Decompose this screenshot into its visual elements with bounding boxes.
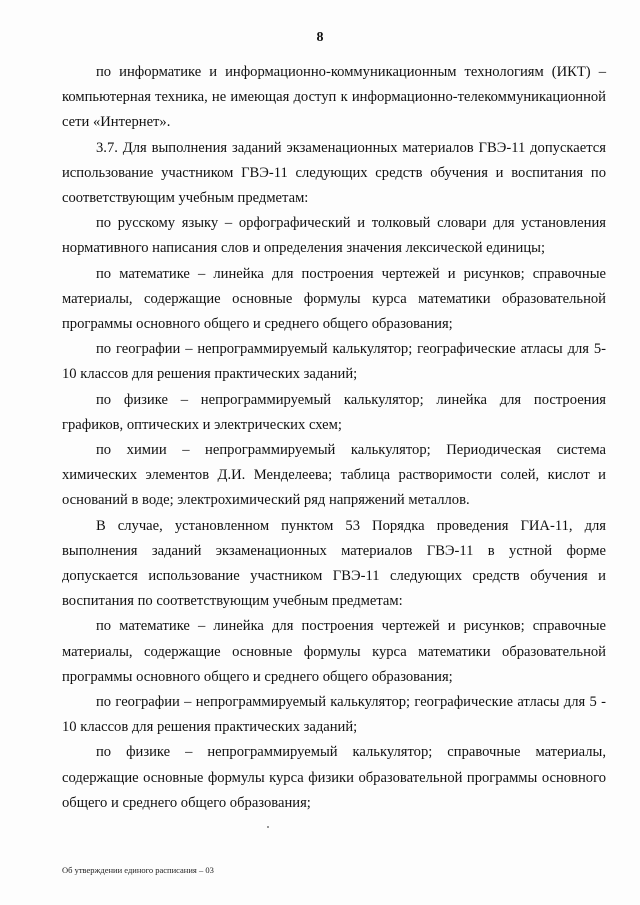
paragraph-chemistry: по химии – непрограммируемый калькулятор; Периодическая система химических элементов Д.И. Менделеева; таблица растворимости солей, кислот и оснований в воде; электрохимический ряд напряжений металлов. [62,442,606,509]
footer-note: Об утверждении единого расписания – 03 [62,865,214,875]
paragraph-informatics: по информатике и информационно-коммуникационным технологиям (ИКТ) – компьютерная техника, не имеющая доступ к информационно-телекоммуникационной сети «Интернет». [62,64,606,131]
paragraph-oral-physics: по физике – непрограммируемый калькулятор; справочные материалы, содержащие основные формулы курса физики образовательной программы основного общего и среднего общего образования; [62,744,606,811]
paragraph-section-3-7: 3.7. Для выполнения заданий экзаменационных материалов ГВЭ-11 допускается использование участником ГВЭ-11 следующих средств обучения и воспитания по соответствующим учебным предметам: [62,139,606,207]
paragraph-geography: по географии – непрограммируемый калькулятор; географические атласы для 5-10 классов для решения практических заданий; [62,341,606,383]
paragraph-oral-math: по математике – линейка для построения чертежей и рисунков; справочные материалы, содержащие основные формулы курса математики образовательной программы основного общего и среднего общего образования; [62,618,606,685]
paragraph-physics: по физике – непрограммируемый калькулятор; линейка для построения графиков, оптических и электрических схем; [62,391,606,433]
page-number: 8 [316,30,324,45]
paragraph-math: по математике – линейка для построения чертежей и рисунков; справочные материалы, содержащие основные формулы курса математики образовательной программы основного общего и среднего общего образования; [62,265,606,333]
scan-speck [267,826,269,828]
document-body [62,60,606,816]
paragraph-oral-form: В случае, установленном пунктом 53 Порядка проведения ГИА-11, для выполнения заданий экзаменационных материалов ГВЭ-11 в устной форме допускается использование участником ГВЭ-11 следующих средств обучения и воспитания по соответствующим учебным предметам: [62,517,606,610]
paragraph-russian: по русскому языку – орфографический и толковый словари для установления нормативного написания слов и определения значения лексической единицы; [62,215,606,257]
paragraph-oral-geography: по географии – непрограммируемый калькулятор; географические атласы для 5 - 10 классов для решения практических заданий; [62,694,606,736]
